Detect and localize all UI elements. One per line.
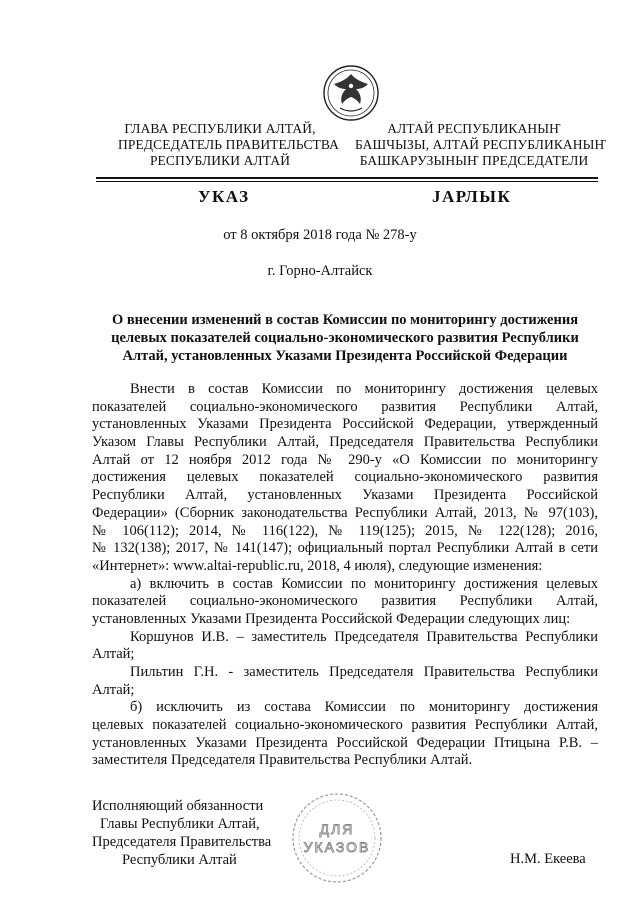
body-line: Указом Главы Республики Алтай, Председателя Правительства Республики [92, 434, 598, 451]
svg-text:ДЛЯ: ДЛЯ [319, 821, 355, 837]
header-right-line: БАШЧЫЗЫ, АЛТАЙ РЕСПУБЛИКАНЫҤ [355, 137, 607, 152]
body-line: № 106(112); 2014, № 116(122), № 119(125); 2015, № 122(128); 2016, [92, 522, 598, 539]
body-line: показателей социально-экономического развития Республики Алтай, [92, 593, 598, 610]
header-divider-thin [96, 181, 598, 182]
header-left-line: ГЛАВА РЕСПУБЛИКИ АЛТАЙ, [124, 121, 316, 136]
issuer-header-russian [118, 121, 340, 169]
header-divider-thick [96, 177, 598, 179]
signatory-title [92, 797, 271, 869]
title-line: целевых показателей социально-экономического развития Республики [111, 330, 579, 346]
doc-type-altai: ЈАРЛЫК [432, 187, 512, 206]
body-line: Алтай от 12 ноября 2012 года № 290-у «О Комиссии по мониторингу [92, 451, 598, 468]
signatory-line: Главы Республики Алтай, [100, 816, 260, 832]
signatory-name: Н.М. Екеева [510, 851, 586, 867]
title-line: Алтай, установленных Указами Президента Российской Федерации [122, 348, 568, 364]
body-line: достижения целевых показателей социально-экономического развития [92, 469, 598, 486]
body-line: заместителя Председателя Правительства Республики Алтай. [92, 752, 473, 769]
signatory-line: Председателя Правительства [92, 834, 272, 850]
decree-city: г. Горно-Алтайск [267, 263, 373, 279]
signatory-line: Республики Алтай [122, 852, 237, 868]
coat-of-arms-emblem [318, 62, 384, 124]
header-right-line: АЛТАЙ РЕСПУБЛИКАНЫҤ [387, 121, 561, 136]
body-line: Внести в состав Комиссии по мониторингу достижения целевых [130, 381, 598, 397]
body-line: «Интернет»: www.altai-republic.ru, 2018, 4 июля), следующие изменения: [92, 557, 543, 574]
body-line: Коршунов И.В. – заместитель Председателя Правительства Республики [130, 628, 598, 645]
body-line: Алтай; [92, 681, 135, 698]
decree-date-number: от 8 октября 2018 года № 278-у [223, 227, 417, 243]
decree-body [92, 381, 598, 770]
stamp-seal [282, 788, 392, 888]
body-line: № 132(138); 2017, № 141(147); официальный портал Республики Алтай в сети [92, 540, 598, 557]
title-line: О внесении изменений в состав Комиссии по мониторингу достижения [111, 312, 579, 328]
body-line: Алтай; [92, 646, 135, 663]
body-line: установленных Указами Президента Российской Федерации Птицына Р.В. – [92, 734, 598, 751]
body-line: установленных Указами Президента Российской Федерации следующих лиц: [92, 610, 571, 627]
body-line: показателей социально-экономического развития Республики Алтай, [92, 398, 598, 415]
body-line: Пильтин Г.Н. - заместитель Председателя Правительства Республики [130, 664, 598, 680]
header-right-line: БАШКАРУЗЫНЫҤ ПРЕДСЕДАТЕЛИ [359, 153, 589, 168]
issuer-header-altai [355, 121, 607, 169]
body-line: установленных Указами Президента Российской Федерации, утвержденный [92, 416, 598, 433]
doc-type-russian: УКАЗ [198, 187, 250, 206]
body-line: Федерации» (Сборник законодательства Республики Алтай, 2013, № 97(103), [92, 504, 598, 521]
header-left-line: РЕСПУБЛИКИ АЛТАЙ [149, 153, 291, 168]
header-left-line: ПРЕДСЕДАТЕЛЬ ПРАВИТЕЛЬСТВА [118, 137, 340, 152]
body-line: б) исключить из состава Комиссии по мониторингу достижения [130, 699, 598, 716]
signatory-line: Исполняющий обязанности [92, 798, 264, 814]
decree-title [92, 311, 598, 365]
body-line: Республики Алтай, установленных Указами Президента Российской [92, 487, 598, 504]
body-line: а) включить в состав Комиссии по мониторингу достижения целевых [130, 575, 598, 592]
svg-text:УКАЗОВ: УКАЗОВ [303, 839, 371, 855]
body-line: целевых показателей социально-экономического развития Республики Алтай, [92, 717, 598, 734]
